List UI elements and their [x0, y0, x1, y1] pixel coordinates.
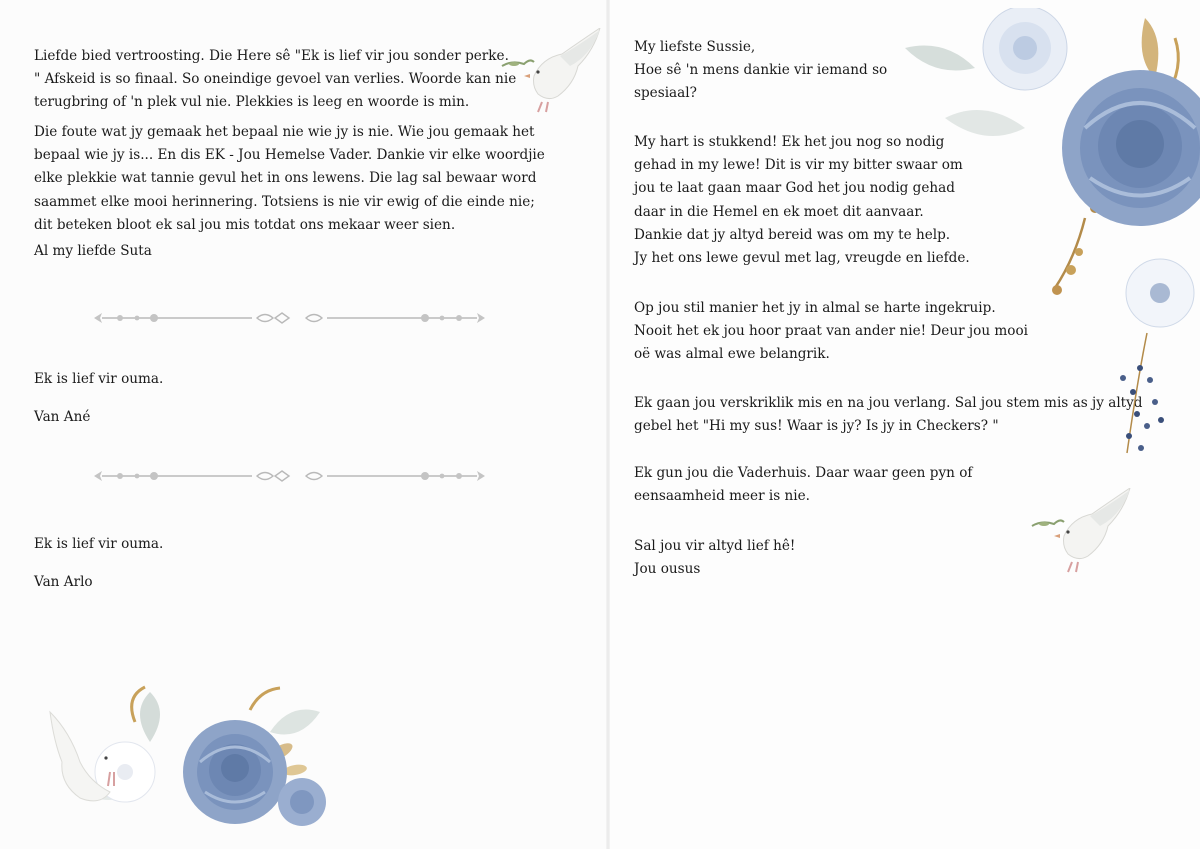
text-line: spesiaal? — [634, 85, 697, 102]
berry-sprig-icon — [1120, 333, 1164, 453]
tribute-1-paragraph-2 — [34, 121, 545, 237]
text-line: Op jou stil manier het jy in almal se harte ingekruip. — [634, 300, 996, 316]
ornamental-divider-icon — [92, 311, 487, 325]
tribute-1-signature: Al my liefde Suta — [34, 243, 152, 259]
page-fold — [606, 0, 610, 849]
blue-rose-icon — [183, 720, 287, 824]
text-line: terugbring of 'n plek vul nie. Plekkies is leeg en woorde is min. — [34, 94, 470, 111]
text-line: Dankie dat jy altyd bereid was om my te help. — [634, 226, 951, 243]
tribute-1-paragraph-1 — [34, 45, 516, 115]
text-line: jou te laat gaan maar God het jou nodig gehad — [634, 180, 955, 197]
text-line: Die foute wat jy gemaak het bepaal nie wie jy is nie. Wie jou gemaak het — [34, 124, 535, 140]
letter-paragraph-4 — [634, 462, 972, 508]
ornamental-divider-icon — [92, 469, 487, 483]
text-line: bepaal wie jy is... En dis EK - Jou Hemelse Vader. Dankie vir elke woordjie — [34, 147, 545, 164]
text-line: Sal jou vir altyd lief hê! — [634, 538, 796, 554]
letter-closing — [634, 535, 795, 581]
text-line: My hart is stukkend! Ek het jou nog so nodig — [634, 134, 945, 150]
text-line: Nooit het ek jou hoor praat van ander nie! Deur jou mooi — [634, 323, 1029, 340]
bouquet-decoration — [885, 8, 1200, 468]
text-line: Jou ousus — [634, 561, 701, 578]
text-line: elke plekkie wat tannie gevul het in ons lewens. Die lag sal bewaar word — [34, 170, 537, 187]
text-line: saammet elke mooi herinnering. Totsiens is nie vir ewig of die einde nie; — [34, 193, 535, 210]
dove-icon — [500, 28, 605, 120]
text-line: daar in die Hemel en ek moet dit aanvaar. — [634, 203, 924, 220]
tribute-3-signature: Van Arlo — [34, 574, 93, 590]
text-line: Jy het ons lewe gevul met lag, vreugde en liefde. — [634, 250, 970, 267]
text-line: " Afskeid is so finaal. So oneindige gevoel van verlies. Woorde kan nie — [34, 71, 517, 88]
text-line: My liefste Sussie, — [634, 39, 756, 55]
text-line: Ek gun jou die Vaderhuis. Daar waar geen pyn of — [634, 465, 973, 481]
small-rose-icon — [278, 778, 326, 826]
text-line: oë was almal ewe belangrik. — [634, 346, 830, 363]
text-line: eensaamheid meer is nie. — [634, 488, 811, 505]
dove-icon — [1030, 488, 1135, 580]
text-line: gehad in my lewe! Dit is vir my bitter swaar om — [634, 157, 963, 174]
text-line: gebel het "Hi my sus! Waar is jy? Is jy in Checkers? " — [634, 418, 999, 435]
text-line: Hoe sê 'n mens dankie vir iemand so — [634, 62, 888, 79]
tribute-3-message: Ek is lief vir ouma. — [34, 536, 164, 552]
blue-rose-icon — [1062, 70, 1200, 226]
text-line: Liefde bied vertroosting. Die Here sê "Ek is lief vir jou sonder perke. — [34, 48, 509, 64]
tribute-2-message: Ek is lief vir ouma. — [34, 371, 164, 387]
tribute-2-signature: Van Ané — [34, 409, 91, 425]
letter-greeting — [634, 36, 887, 106]
text-line: dit beteken bloot ek sal jou mis totdat ons mekaar weer sien. — [34, 216, 456, 233]
text-line: Ek gaan jou verskriklik mis en na jou verlang. Sal jou stem mis as jy altyd — [634, 395, 1143, 411]
bouquet-decoration — [40, 682, 340, 847]
